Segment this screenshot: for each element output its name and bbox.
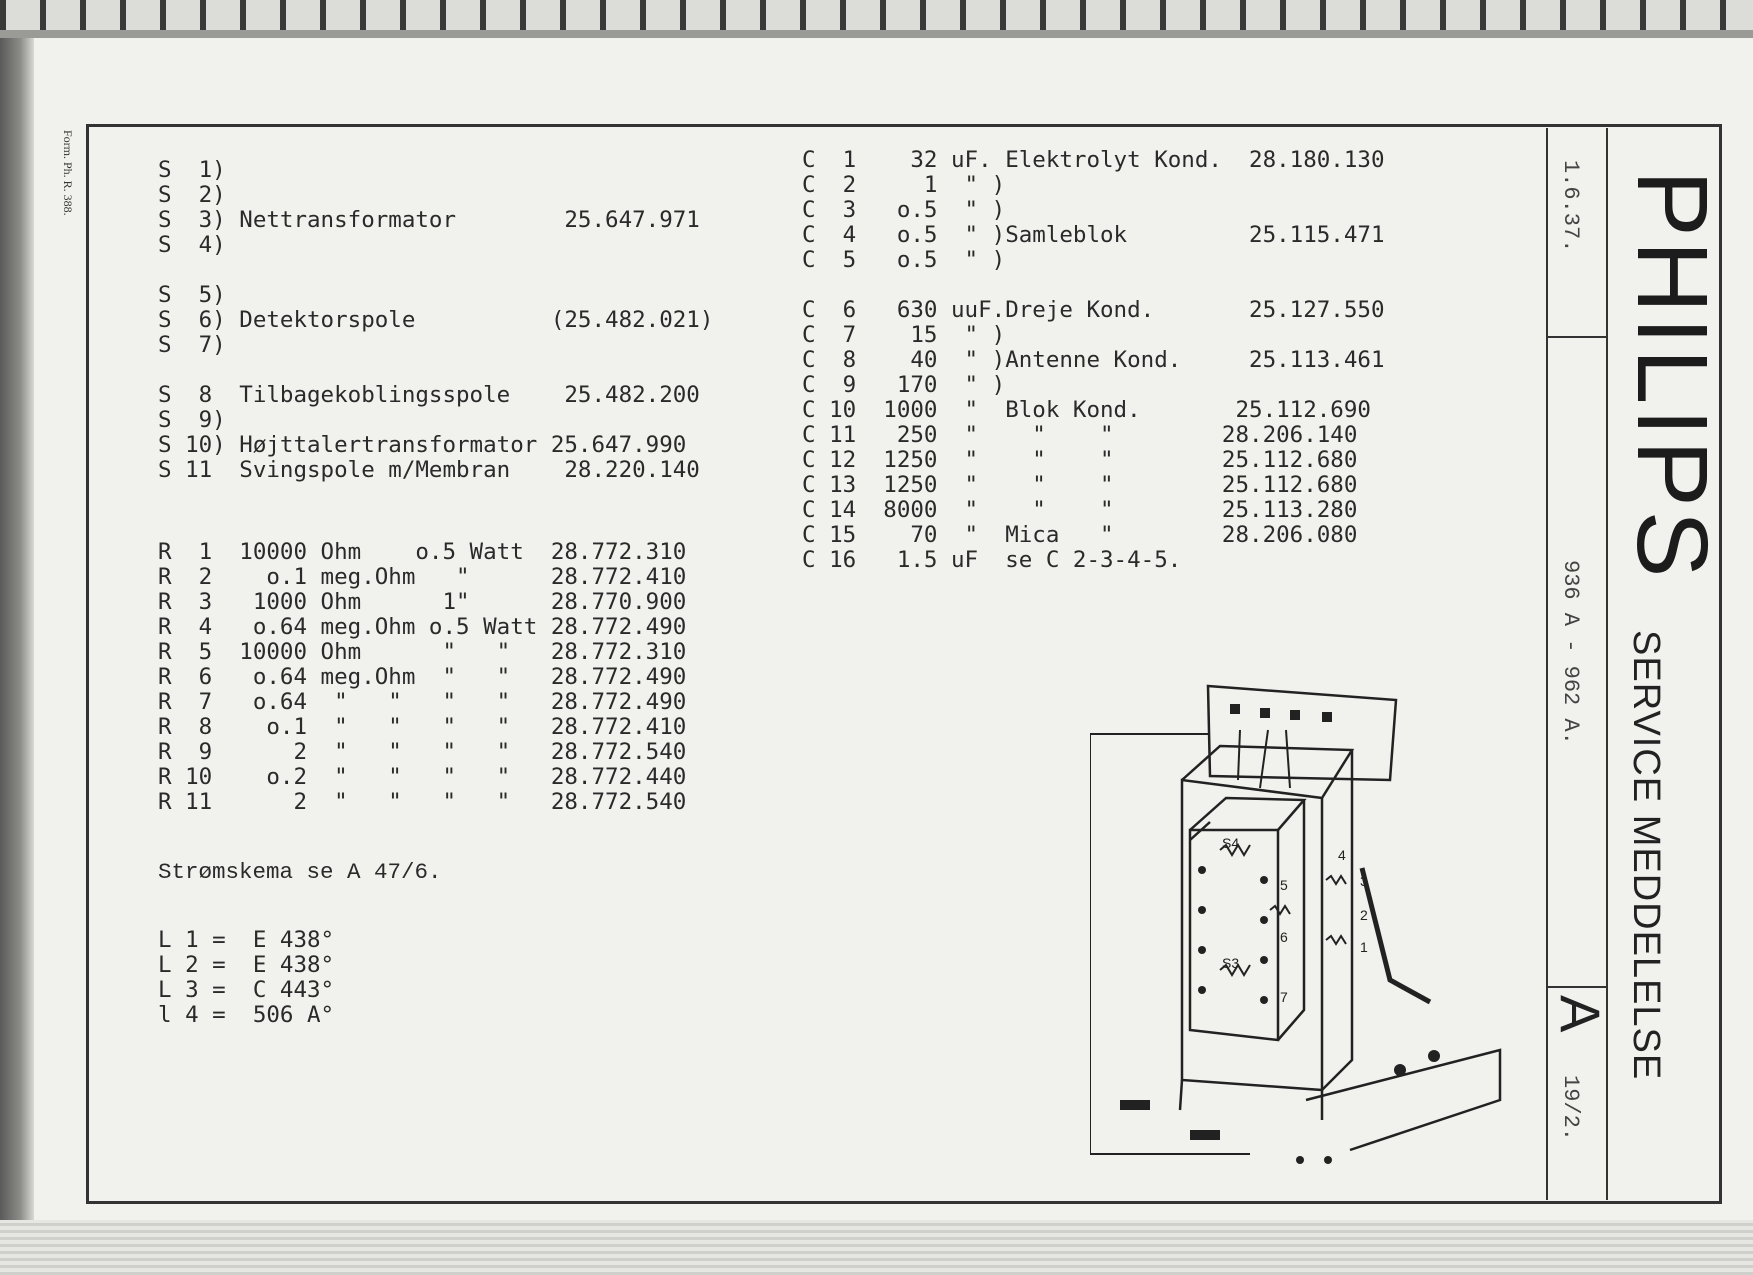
- resistor-line: R 7 o.64 " " " " 28.772.490: [158, 689, 687, 715]
- capacitor-line: C 12 1250 " " " 25.112.680: [802, 447, 1358, 473]
- page-left-edge: [0, 0, 34, 1275]
- section-letter: A: [1549, 995, 1612, 1033]
- illus-label: S4: [1222, 835, 1240, 851]
- illus-label: 1: [1360, 939, 1368, 955]
- illus-label: S3: [1222, 955, 1240, 971]
- coil-line: S 11 Svingspole m/Membran 28.220.140: [158, 457, 700, 483]
- resistor-line: R 1 10000 Ohm o.5 Watt 28.772.310: [158, 539, 687, 565]
- capacitor-line: C 7 15 " ): [802, 322, 1006, 348]
- resistor-line: R 5 10000 Ohm " " 28.772.310: [158, 639, 687, 665]
- tube-list: [158, 928, 334, 1028]
- resistor-line: R 2 o.1 meg.Ohm " 28.772.410: [158, 564, 687, 590]
- capacitor-line: C 11 250 " " " 28.206.140: [802, 422, 1358, 448]
- capacitor-line: C 2 1 " ): [802, 172, 1006, 198]
- coil-list: [158, 158, 713, 483]
- coil-line: S 3) Nettransformator 25.647.971: [158, 207, 700, 233]
- coil-assembly-illustration: [1090, 680, 1520, 1170]
- tube-line: l 4 = 506 A°: [158, 1002, 335, 1028]
- form-number: Form. Ph. R. 388.: [61, 130, 75, 216]
- illus-label: 4: [1338, 847, 1346, 863]
- resistor-line: R 9 2 " " " " 28.772.540: [158, 739, 687, 765]
- spiral-binding: [0, 0, 1753, 38]
- illus-label: 7: [1280, 989, 1288, 1005]
- side-panel-divider: [1606, 128, 1608, 1200]
- capacitor-line: C 3 o.5 " ): [802, 197, 1006, 223]
- coil-line: S 8 Tilbagekoblingsspole 25.482.200: [158, 382, 700, 408]
- coil-line: S 7): [158, 332, 226, 358]
- date-stamp: 1.6.37.: [1558, 160, 1583, 253]
- side-panel-rule: [1548, 336, 1606, 338]
- coil-line: S 6) Detektorspole (25.482.021): [158, 307, 714, 333]
- illus-label: 2: [1360, 907, 1368, 923]
- tube-line: L 2 = E 438°: [158, 952, 335, 978]
- resistor-line: R 11 2 " " " " 28.772.540: [158, 789, 687, 815]
- resistor-line: R 8 o.1 " " " " 28.772.410: [158, 714, 687, 740]
- philips-logo: PHILIPS: [1616, 170, 1728, 582]
- coil-line: S 1): [158, 157, 226, 183]
- resistor-line: R 10 o.2 " " " " 28.772.440: [158, 764, 687, 790]
- capacitor-line: C 8 40 " )Antenne Kond. 25.113.461: [802, 347, 1385, 373]
- capacitor-line: C 13 1250 " " " 25.112.680: [802, 472, 1358, 498]
- coil-line: S 9): [158, 407, 226, 433]
- coil-line: S 5): [158, 282, 226, 308]
- resistor-list: [158, 540, 686, 815]
- tube-line: L 1 = E 438°: [158, 927, 335, 953]
- resistor-line: R 4 o.64 meg.Ohm o.5 Watt 28.772.490: [158, 614, 687, 640]
- capacitor-line: C 4 o.5 " )Samleblok 25.115.471: [802, 222, 1385, 248]
- side-panel-rule: [1548, 986, 1606, 988]
- service-title: SERVICE MEDDELELSE: [1625, 630, 1667, 1081]
- capacitor-line: C 10 1000 " Blok Kond. 25.112.690: [802, 397, 1371, 423]
- page-bottom-edge: [0, 1220, 1753, 1275]
- capacitor-line: C 1 32 uF. Elektrolyt Kond. 28.180.130: [802, 147, 1385, 173]
- capacitor-line: C 9 170 " ): [802, 372, 1006, 398]
- capacitor-line: C 16 1.5 uF se C 2-3-4-5.: [802, 547, 1182, 573]
- capacitor-line: C 6 630 uuF.Dreje Kond. 25.127.550: [802, 297, 1385, 323]
- capacitor-line: C 14 8000 " " " 25.113.280: [802, 497, 1358, 523]
- illus-label: 6: [1280, 929, 1288, 945]
- coil-line: S 4): [158, 232, 226, 258]
- coil-line: S 10) Højttalertransformator 25.647.990: [158, 432, 687, 458]
- illus-label: 5: [1280, 877, 1288, 893]
- coil-line: S 2): [158, 182, 226, 208]
- page-stamp: 19/2.: [1558, 1075, 1583, 1142]
- capacitor-line: C 5 o.5 " ): [802, 247, 1006, 273]
- capacitor-line: C 15 70 " Mica " 28.206.080: [802, 522, 1358, 548]
- resistor-line: R 3 1000 Ohm 1" 28.770.900: [158, 589, 687, 615]
- capacitor-list: [802, 148, 1384, 573]
- tube-line: L 3 = C 443°: [158, 977, 335, 1003]
- schematic-note: Strømskema se A 47/6.: [158, 859, 442, 885]
- models-stamp: 936 A - 962 A.: [1558, 560, 1583, 745]
- side-panel-divider: [1546, 128, 1548, 1200]
- resistor-line: R 6 o.64 meg.Ohm " " 28.772.490: [158, 664, 687, 690]
- illus-label: 3: [1360, 873, 1368, 889]
